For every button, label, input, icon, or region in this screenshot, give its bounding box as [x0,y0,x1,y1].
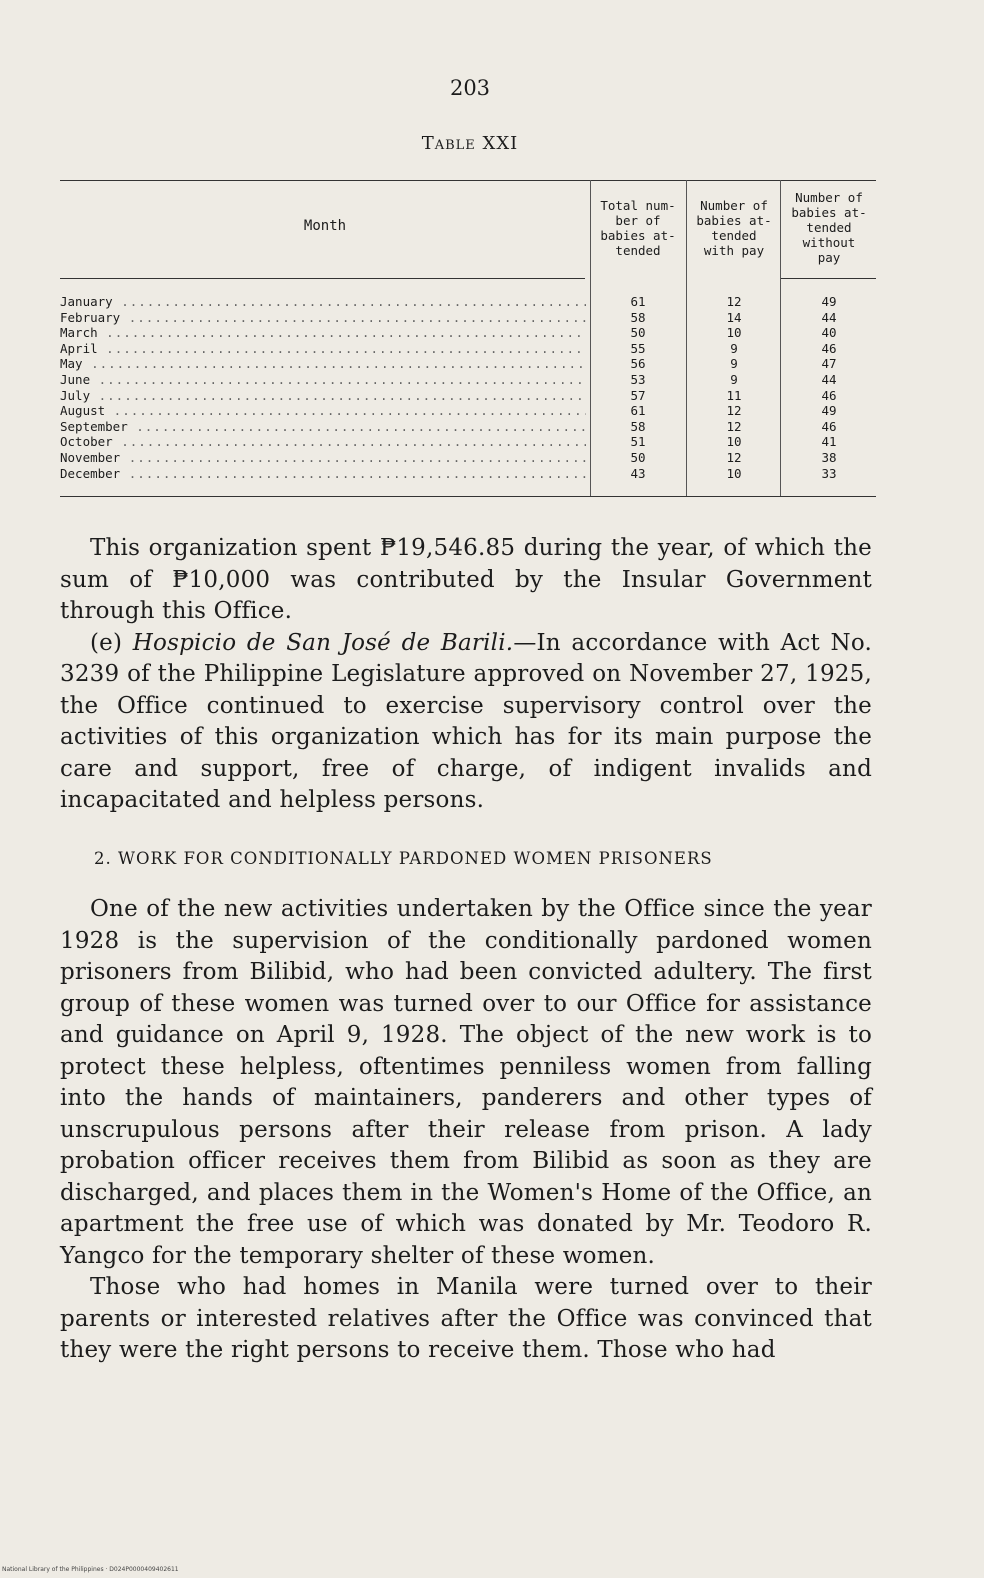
without-pay-cell: 44 [821,371,837,387]
page-number: 203 [449,76,491,100]
month-cell: May ..... [60,356,586,372]
table-row [60,466,876,482]
table-row [60,403,876,419]
header-line: without [802,235,856,250]
table-row [60,341,876,357]
total-cell: 61 [630,294,646,309]
table-row [60,310,876,326]
month-cell: November ..... [60,450,586,466]
header-line: pay [817,250,841,265]
without-pay-cell: 49 [821,403,837,419]
header-month: Month [303,218,347,234]
table-row [60,294,876,310]
total-cell: 58 [630,309,646,325]
total-cell: 51 [630,434,646,450]
text-block-top [60,533,872,817]
month-cell: October ..... [60,434,586,450]
table-row [60,356,876,372]
without-pay-cell: 46 [821,340,837,356]
paragraph-title: Hospicio de San José de Barili. [132,629,514,656]
month-cell: June ..... [60,372,586,388]
total-cell: 53 [630,371,646,387]
month-cell: March ..... [60,325,586,341]
table-title-numeral: XXI [482,133,519,154]
paragraph-body: —In accordance with Act No. 3239 of the Philippine Legislature approved on November 27, 1925, the Office continued to exercise supervisory control over the activities of this organization which has for its main purpose the care and support, free of charge, of indigent invalids and incapacitated and helpless persons. [60,629,872,813]
header-line: babies at- [696,213,772,228]
total-cell: 43 [630,465,646,481]
table-row [60,372,876,388]
with-pay-cell: 9 [730,340,738,356]
with-pay-cell: 12 [726,294,742,309]
month-cell: January ..... [60,294,586,310]
month-cell: September ..... [60,419,586,435]
table-row [60,325,876,341]
without-pay-cell: 41 [821,434,837,450]
header-line: babies at- [791,205,867,220]
total-cell: 50 [630,325,646,341]
header-rule [60,278,585,279]
total-cell: 61 [630,403,646,419]
month-cell: August ..... [60,403,586,419]
paragraph-expenditure: This organization spent ₱19,546.85 during the year, of which the sum of ₱10,000 was contributed by the Insular Government through this Office. [60,535,872,624]
without-pay-cell: 46 [821,387,837,403]
total-cell: 58 [630,418,646,434]
with-pay-cell: 14 [726,309,742,325]
with-pay-cell: 11 [726,387,742,403]
with-pay-cell: 9 [730,371,738,387]
without-pay-cell: 40 [821,325,837,341]
table-body [60,294,876,481]
table-title [0,133,940,154]
without-pay-cell: 44 [821,309,837,325]
with-pay-cell: 12 [726,449,742,465]
header-line: Total num- [600,198,676,213]
total-cell: 57 [630,387,646,403]
month-cell: July ..... [60,388,586,404]
header-line: Number of [795,190,863,205]
with-pay-cell: 12 [726,418,742,434]
without-pay-cell: 46 [821,418,837,434]
without-pay-cell: 47 [821,356,837,372]
text-block-bottom [60,894,872,1367]
table-row [60,388,876,404]
header-line: tended [615,243,661,258]
without-pay-cell: 38 [821,449,837,465]
header-line: babies at- [600,228,676,243]
statistics-table [60,180,876,498]
table-row [60,450,876,466]
table-bottom-rule [60,496,876,497]
table-row [60,434,876,450]
with-pay-cell: 12 [726,403,742,419]
header-line: tended [806,220,852,235]
paragraph-homes: Those who had homes in Manila were turned over to their parents or interested relatives after the Office was convinced that they were the right persons to receive them. Those who had [60,1274,872,1363]
table-row [60,419,876,435]
month-cell: February ..... [60,310,586,326]
with-pay-cell: 10 [726,434,742,450]
without-pay-cell: 49 [821,294,837,309]
total-cell: 56 [630,356,646,372]
header-line: with pay [703,243,765,258]
header-without-pay [782,190,876,265]
header-line: Number of [700,198,768,213]
with-pay-cell: 10 [726,465,742,481]
paragraph-new-activities: One of the new activities undertaken by the Office since the year 1928 is the supervision of the conditionally pardoned women prisoners from Bilibid, who had been convicted adultery. The first group of these women was turned over to our Office for assistance and guidance on April 9, 1928. The object of the new work is to protect these helpless, oftentimes penniless women from falling into the hands of maintainers, panderers and other types of unscrupulous persons after their release from prison. A lady probation officer receives them from Bilibid as soon as they are discharged, and places them in the Women's Home of the Office, an apartment the free use of which was donated by Mr. Teodoro R. Yangco for the temporary shelter of these women. [60,896,872,1269]
month-cell: December ..... [60,466,586,482]
table-title-word: Table [421,133,476,154]
total-cell: 50 [630,449,646,465]
total-cell: 55 [630,340,646,356]
without-pay-cell: 33 [821,465,837,481]
footer-watermark: National Library of the Philippines · D024P0000409402611 [2,1566,179,1573]
table-top-rule [60,180,876,181]
paragraph-label: (e) [90,629,123,656]
with-pay-cell: 9 [730,356,738,372]
month-cell: April ..... [60,341,586,357]
header-with-pay [688,198,780,258]
section-heading: 2. WORK FOR CONDITIONALLY PARDONED WOMEN PRISONERS [94,849,713,868]
paragraph-hospicio [60,628,872,817]
header-line: ber of [615,213,661,228]
header-rule-right [780,278,876,279]
header-total [592,198,684,258]
header-line: tended [711,228,757,243]
with-pay-cell: 10 [726,325,742,341]
